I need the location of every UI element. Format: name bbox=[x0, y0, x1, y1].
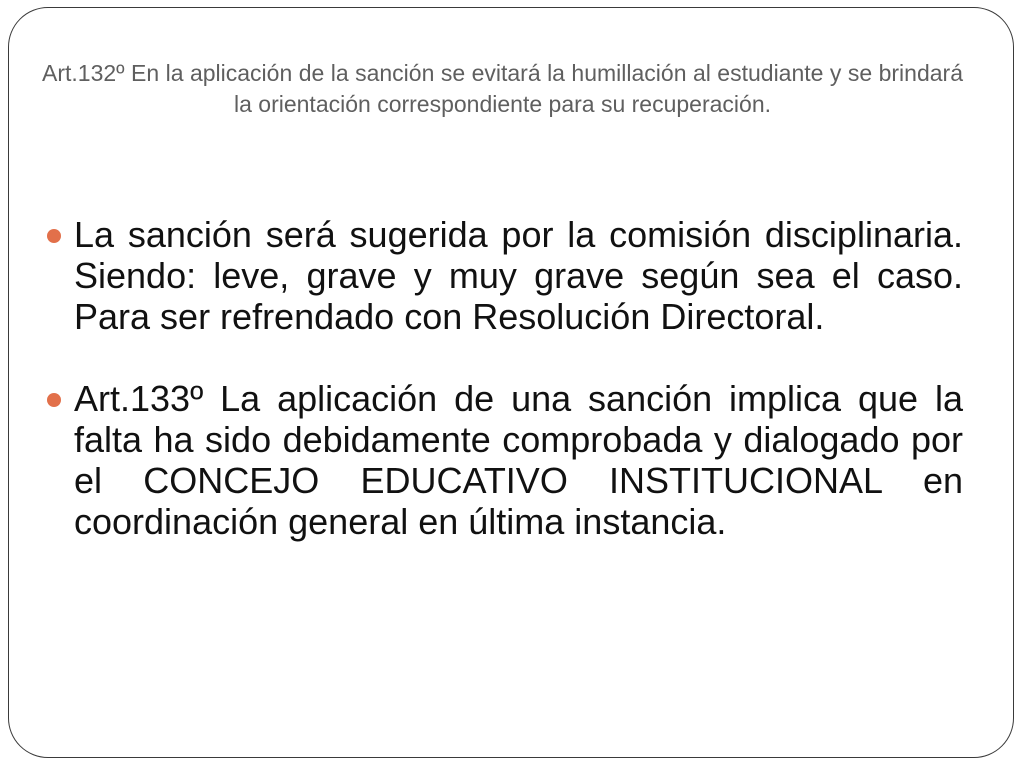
bullet-item bbox=[45, 378, 963, 542]
slide-title: Art.132º En la aplicación de la sanción se evitará la humillación al estudiante y se brindará la orientación correspondiente para su recuperación. bbox=[42, 60, 963, 117]
orange-bullet-icon bbox=[47, 229, 61, 243]
bullet-list bbox=[45, 214, 963, 583]
bullet-text: Art.133º La aplicación de una sanción implica que la falta ha sido debidamente comprobada y dialogado por el CONCEJO EDUCATIVO INSTITUCIONAL en coordinación general en última instancia. bbox=[74, 378, 963, 542]
bullet-item bbox=[45, 214, 963, 337]
orange-bullet-icon bbox=[47, 393, 61, 407]
bullet-text: La sanción será sugerida por la comisión disciplinaria. Siendo: leve, grave y muy grave según sea el caso. Para ser refrendado con Resolución Directoral. bbox=[74, 214, 963, 337]
